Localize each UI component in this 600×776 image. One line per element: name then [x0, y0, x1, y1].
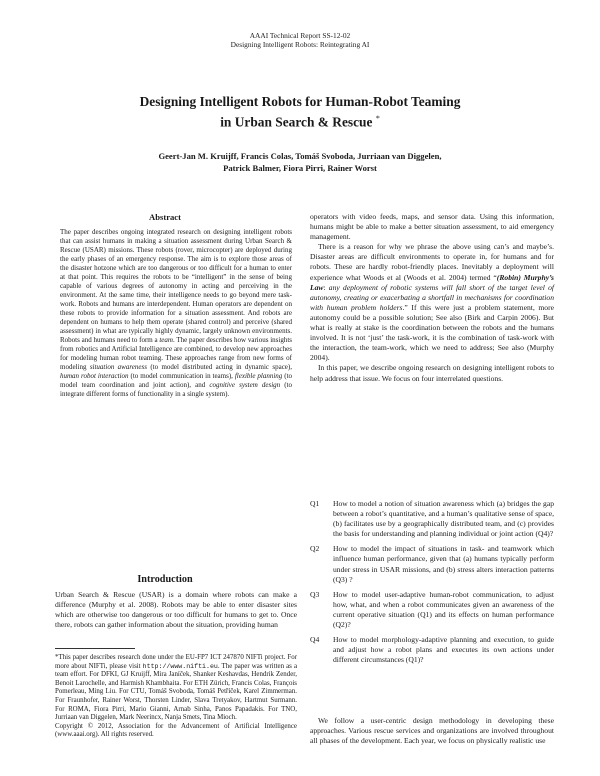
- abstract-text-f: (to integrate different forms of functionality in a single system).: [60, 381, 293, 398]
- abstract-text-b: . The paper describes how various insights from robotics and Artificial Intelligence are combined, to develop new approaches for modeling human robot teaming. These approaches range from new forms of modeling: [60, 336, 292, 371]
- abstract-text-e: (to model team coordination and joint action), and: [60, 372, 293, 389]
- title-line-2: [60, 110, 540, 130]
- question-text: How to model morphology-adaptive planning and execution, to guide and adjust how a robot plans and executes its own actions under different circumstances (Q1)?: [333, 635, 554, 665]
- title-line-1: Designing Intelligent Robots for Human-Robot Teaming: [139, 94, 461, 109]
- paragraph-3: In this paper, we describe ongoing research on designing intelligent robots to help address that issue. We focus on four interrelated questions.: [310, 363, 554, 383]
- question-label: Q2: [310, 544, 320, 554]
- closing-paragraph: We follow a user-centric design methodology in developing these approaches. Various rescue services and organizations are involved throughout all phases of the development. Each year, we focus on physically realistic use: [310, 716, 554, 746]
- abstract-em-planning: flexible planning: [234, 372, 283, 380]
- paper-title: [60, 93, 540, 130]
- question-label: Q1: [310, 499, 320, 508]
- abstract-em-cognitive: cognitive system design: [209, 381, 281, 389]
- report-series: Designing Intelligent Robots: Reintegrating AI: [230, 40, 370, 49]
- title-line-2-text: in Urban Search & Rescue: [220, 114, 373, 130]
- abstract-text-a: The paper describes ongoing integrated research on designing intelligent robots that can assist humans in making a situation assessment during Urban Search & Rescue (USAR) missions. These robots (rover, microcopter) are deployed during the early phases of an emergency response. The aim is to explore those areas of the disaster hotzone which are too dangerous or too difficult for a human to enter at that point. This requires the robots to be “intelligent” in the sense of being capable of various degrees of autonomy in acting and perceiving in the environment. At the same time, their intelligence needs to go beyond mere task-work. Robots and humans are interdependent. Human operators are dependent on these robots to provide information for a situation assessment. And robots are dependent on humans to help them operate (shared control) and perceive (shared assessment) in what are typically highly dynamic, largely unknown environments. Robots and humans need to form a: [60, 228, 292, 344]
- abstract-body: [60, 228, 292, 399]
- footnote-text-a: *This paper describes research done under the EU-FP7 ICT 247870 NIFTi project. For more about NIFTi, please visit: [55, 654, 297, 670]
- authors-line-2: Patrick Balmer, Fiora Pirri, Rainer Worst: [223, 163, 377, 173]
- project-url-link[interactable]: http://www.nifti.eu: [142, 662, 218, 670]
- authors-line-1: Geert-Jan M. Kruijff, Francis Colas, Tomáš Svoboda, Jurriaan van Diggelen,: [158, 151, 442, 161]
- introduction-heading: Introduction: [137, 574, 193, 585]
- question-label: Q4: [310, 635, 320, 645]
- introduction-body: Urban Search & Rescue (USAR) is a domain where robots can make a difference (Murphy et al. 2008). Robots may be able to enter disaster sites which are otherwise too dangerous or too difficult for humans to get to. Once there, robots can gather information about the situation, providing human: [55, 590, 297, 630]
- abstract-text-c: (to model distributed acting in dynamic space),: [146, 363, 292, 371]
- question-item: [310, 499, 554, 539]
- report-number: AAAI Technical Report SS-12-02: [249, 31, 351, 40]
- paragraph-2: [310, 242, 554, 363]
- abstract-em-interaction: human robot interaction: [60, 372, 129, 380]
- question-item: [310, 544, 554, 584]
- question-text: How to model a notion of situation awareness which (a) bridges the gap between a robot’s quantitative, and a human’s qualitative sense of space, (b) facilitates use by a geographically distributed team, and (c) provides the basis for understanding and planning individual or joint action (Q4)?: [333, 499, 554, 539]
- abstract-em-team: team: [159, 336, 173, 344]
- right-column-text: [310, 212, 554, 384]
- paragraph-2-a: There is a reason for why we phrase the above using can’s and maybe’s. Disaster areas are difficult environments to operate in, for humans and for robots. These are hardly robot-friendly places. Inevitably a deployment will experience what Woods et al (Woods et al. 2004) termed “: [310, 242, 554, 282]
- paragraph-2-c: .” If this were just a problem statement, more autonomy could be a possible solution; See also (Birk and Carpin 2006). But what is really at stake is the coordination between the robots and the humans involved. It is not ‘just’ the task-work, it is the combination of task-work with the interaction, the team-work, which we need to address; See also (Murphy 2004).: [310, 302, 554, 363]
- question-item: [310, 590, 554, 630]
- question-item: [310, 635, 554, 665]
- footnote: [55, 654, 297, 740]
- paragraph-2-b: :: [323, 282, 329, 292]
- murphys-law-quote: any deployment of robotic systems will fall short of the target level of autonomy, creating or exacerbating a shortfall in mechanisms for coordination with human problem holders: [310, 282, 554, 312]
- author-list: [100, 150, 500, 174]
- copyright-notice: Copyright © 2012, Association for the Advancement of Artificial Intelligence (www.aaai.org). All rights reserved.: [55, 722, 297, 739]
- question-label: Q3: [310, 589, 320, 599]
- paragraph-1: operators with video feeds, maps, and sensor data. Using this information, humans might be able to make a better situation assessment, to aid emergency management.: [310, 212, 554, 242]
- abstract-heading: Abstract: [149, 212, 181, 222]
- question-list: [310, 499, 554, 670]
- report-header: [0, 31, 600, 49]
- question-text: How to model the impact of situations in task- and teamwork which influence human performance, given that (a) humans typically perform under stress in USAR missions, and (b) stress alters interaction patterns (Q3) ?: [333, 544, 554, 584]
- question-text: How to model user-adaptive human-robot communication, to adjust how, what, and when a robot communicates given an awareness of the current operative situation (Q1) and its effects on human performance (Q2)?: [333, 589, 554, 630]
- abstract-text-d: (to model communication in teams),: [128, 372, 235, 380]
- footnote-text-b: . The paper was written as a team effort. For DFKI, GJ Kruijff, Mira Janíček, Shanker Keshavdas, Hendrik Zender, Benoit Larochelle, and Harmish Khambhaita. For ETH Zürich, Francis Colas, François Pomerleau, Ming Liu. For CTU, Tomáš Svoboda, Tomáš Petříček, Karel Zimmerman. For Fraunhofer, Rainer Worst, Thorsten Linder, Slava Tretyakov, Hartmut Surmann. For ROMA, Fiora Pirri, Mario Gianni, Arnab Sinha, Panos Papadakis. For TNO, Jurriaan van Diggelen, Mark Neerincx, Nanja Smets, Tina Mioch.: [55, 662, 297, 722]
- abstract-em-situation: situation awareness: [89, 363, 147, 371]
- footnote-rule: [55, 648, 135, 649]
- murphys-law: (Robin) Murphy’s Law: [310, 272, 554, 292]
- title-footnote-mark: *: [375, 114, 380, 123]
